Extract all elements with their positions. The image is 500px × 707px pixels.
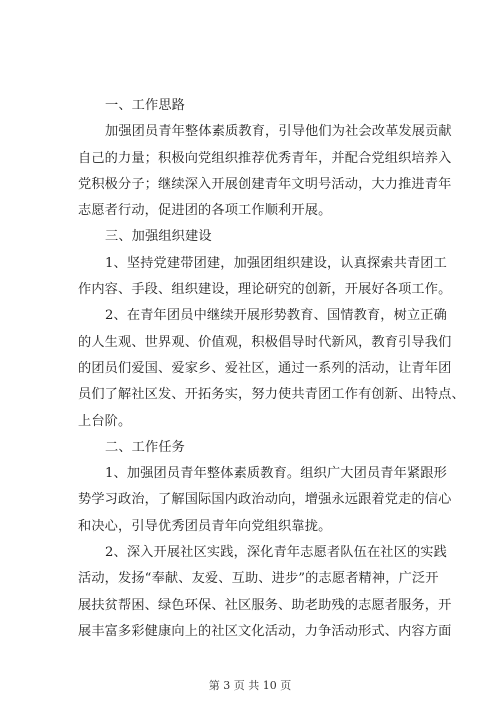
paragraph-line: 和决心，引导优秀团员青年向党组织靠拢。 xyxy=(78,518,332,534)
paragraph-line: 势学习政治，了解国际国内政治动向，增强永远跟着党走的信心 xyxy=(78,492,452,508)
paragraph-line: 2、深入开展社区实践，深化青年志愿者队伍在社区的实践 xyxy=(105,545,447,561)
paragraph-line: 作内容、手段、组织建设，理论研究的创新，开展好各项工作。 xyxy=(78,282,452,298)
paragraph-line: 的团员们爱国、爱家乡、爱社区，通过一系列的活动，让青年团 xyxy=(78,360,452,376)
paragraph-line: 2、在青年团员中继续开展形势教育、国情教育，树立正确 xyxy=(105,308,447,324)
page-footer: 第 3 页 共 10 页 xyxy=(208,679,292,692)
paragraph-line: 上台阶。 xyxy=(78,413,132,429)
paragraph-line: 党积极分子；继续深入开展创建青年文明号活动，大力推进青年 xyxy=(78,176,452,192)
document-body xyxy=(78,93,465,645)
paragraph-line: 展丰富多彩健康向上的社区文化活动，力争活动形式、内容方面 xyxy=(78,623,452,639)
paragraph-line: 志愿者行动，促进团的各项工作顺利开展。 xyxy=(78,203,332,219)
paragraph-line: 员们了解社区发、开拓务实，努力使共青团工作有创新、出特点、 xyxy=(78,387,465,403)
paragraph-line: 加强团员青年整体素质教育，引导他们为社会改革发展贡献 xyxy=(105,124,452,140)
section-heading-2: 二、工作任务 xyxy=(105,439,186,455)
paragraph-line: 活动，发扬“奉献、友爱、互助、进步”的志愿者精神，广泛开 xyxy=(78,571,439,587)
paragraph-line: 1、坚持党建带团建，加强团组织建设，认真探索共青团工 xyxy=(105,255,447,271)
section-heading-3: 三、加强组织建设 xyxy=(105,229,212,245)
paragraph-line: 1、加强团员青年整体素质教育。组织广大团员青年紧跟形 xyxy=(105,466,447,482)
paragraph-line: 自己的力量；积极向党组织推荐优秀青年，并配合党组织培养入 xyxy=(78,150,452,166)
paragraph-line: 展扶贫帮困、绿色环保、社区服务、助老助残的志愿者服务，开 xyxy=(78,597,452,613)
section-heading-1: 一、工作思路 xyxy=(105,98,186,113)
paragraph-line: 的人生观、世界观、价值观，积极倡导时代新风，教育引导我们 xyxy=(78,334,452,350)
